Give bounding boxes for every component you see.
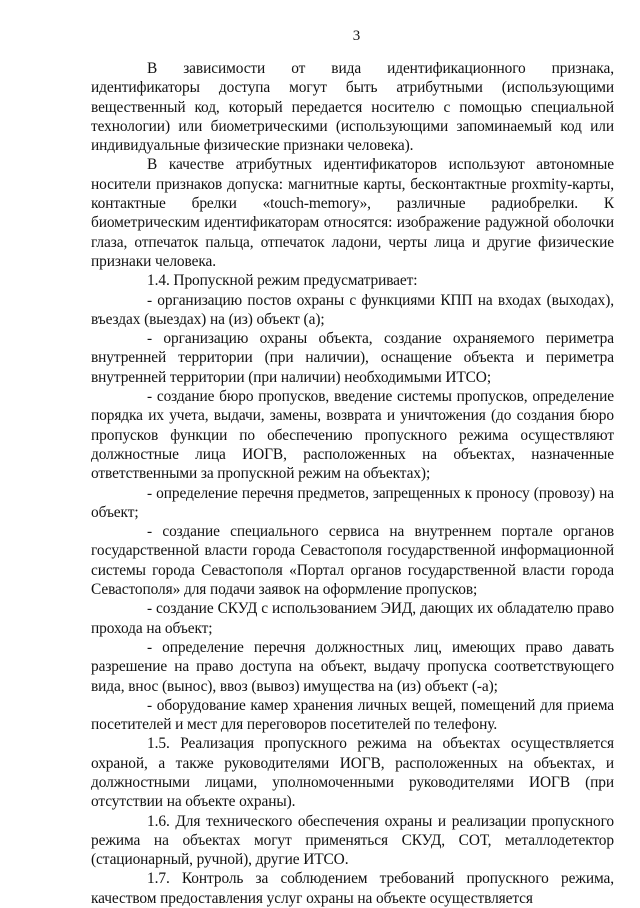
list-item: - создание СКУД с использованием ЭИД, дающих их обладателю право прохода на объект; xyxy=(91,600,614,637)
paragraph: 1.5. Реализация пропускного режима на объектах осуществляется охраной, а также руководителями ИОГВ, расположенных на объектах, и должностными лицами, уполномоченными руководителями ИОГВ (при отсутствии на объекте охраны). xyxy=(91,735,614,811)
list-item: - создание специального сервиса на внутреннем портале органов государственной власти города Севастополя государственной информационной системы города Севастополя «Портал органов государственной власти города Севастополя» для подачи заявок на оформление пропусков; xyxy=(91,523,614,599)
list-item: - оборудование камер хранения личных вещей, помещений для приема посетителей и мест для переговоров посетителей по телефону. xyxy=(91,696,614,734)
section-heading: 1.4. Пропускной режим предусматривает: xyxy=(147,272,418,290)
body-text xyxy=(91,59,614,908)
page-number: 3 xyxy=(352,28,361,44)
paragraph: 1.7. Контроль за соблюдением требований пропускного режима, качеством предоставления услуг охраны на объекте осуществляется xyxy=(91,870,614,907)
list-item: - создание бюро пропусков, введение системы пропусков, определение порядка их учета, выдачи, замены, возврата и уничтожения (до создания бюро пропусков функции по обеспечению пропускного режима осуществляют должностные лица ИОГВ, расположенных на объектах, назначенные ответственными за пропускной режим на объектах); xyxy=(91,388,614,483)
paragraph: В зависимости от вида идентификационного признака, идентификаторы доступа могут быть атрибутными (использующими вещественный код, который передается носителю с помощью специальной технологии) или биометрическими (использующими запоминаемый код или индивидуальные физические признаки человека). xyxy=(91,60,614,155)
paragraph: 1.6. Для технического обеспечения охраны и реализации пропускного режима на объектах могут применяться СКУД, СОТ, металлодетектор (стационарный, ручной), другие ИТСО. xyxy=(91,812,614,869)
list-item: - организацию охраны объекта, создание охраняемого периметра внутренней территории (при наличии), оснащение объекта и периметра внутренней территории (при наличии) необходимыми ИТСО; xyxy=(91,330,614,386)
list-item: - определение перечня должностных лиц, имеющих право давать разрешение на право доступа на объект, выдачу пропуска соответствующего вида, внос (вынос), ввоз (вывоз) имущества на (из) объект (-а); xyxy=(91,638,614,695)
paragraph: В качестве атрибутных идентификаторов используют автономные носители признаков допуска: магнитные карты, бесконтактные proxmity-карты, контактные брелки «touch-memory», различные радиобрелки. К биометрическим идентификаторам относятся: изображение радужной оболочки глаза, отпечаток пальца, отпечаток ладони, черты лица и другие физические признаки человека. xyxy=(91,156,614,270)
list-item: - определение перечня предметов, запрещенных к проносу (провозу) на объект; xyxy=(91,484,614,521)
list-item: - организацию постов охраны с функциями КПП на входах (выходах), въездах (выездах) на (из) объект (а); xyxy=(91,291,614,328)
